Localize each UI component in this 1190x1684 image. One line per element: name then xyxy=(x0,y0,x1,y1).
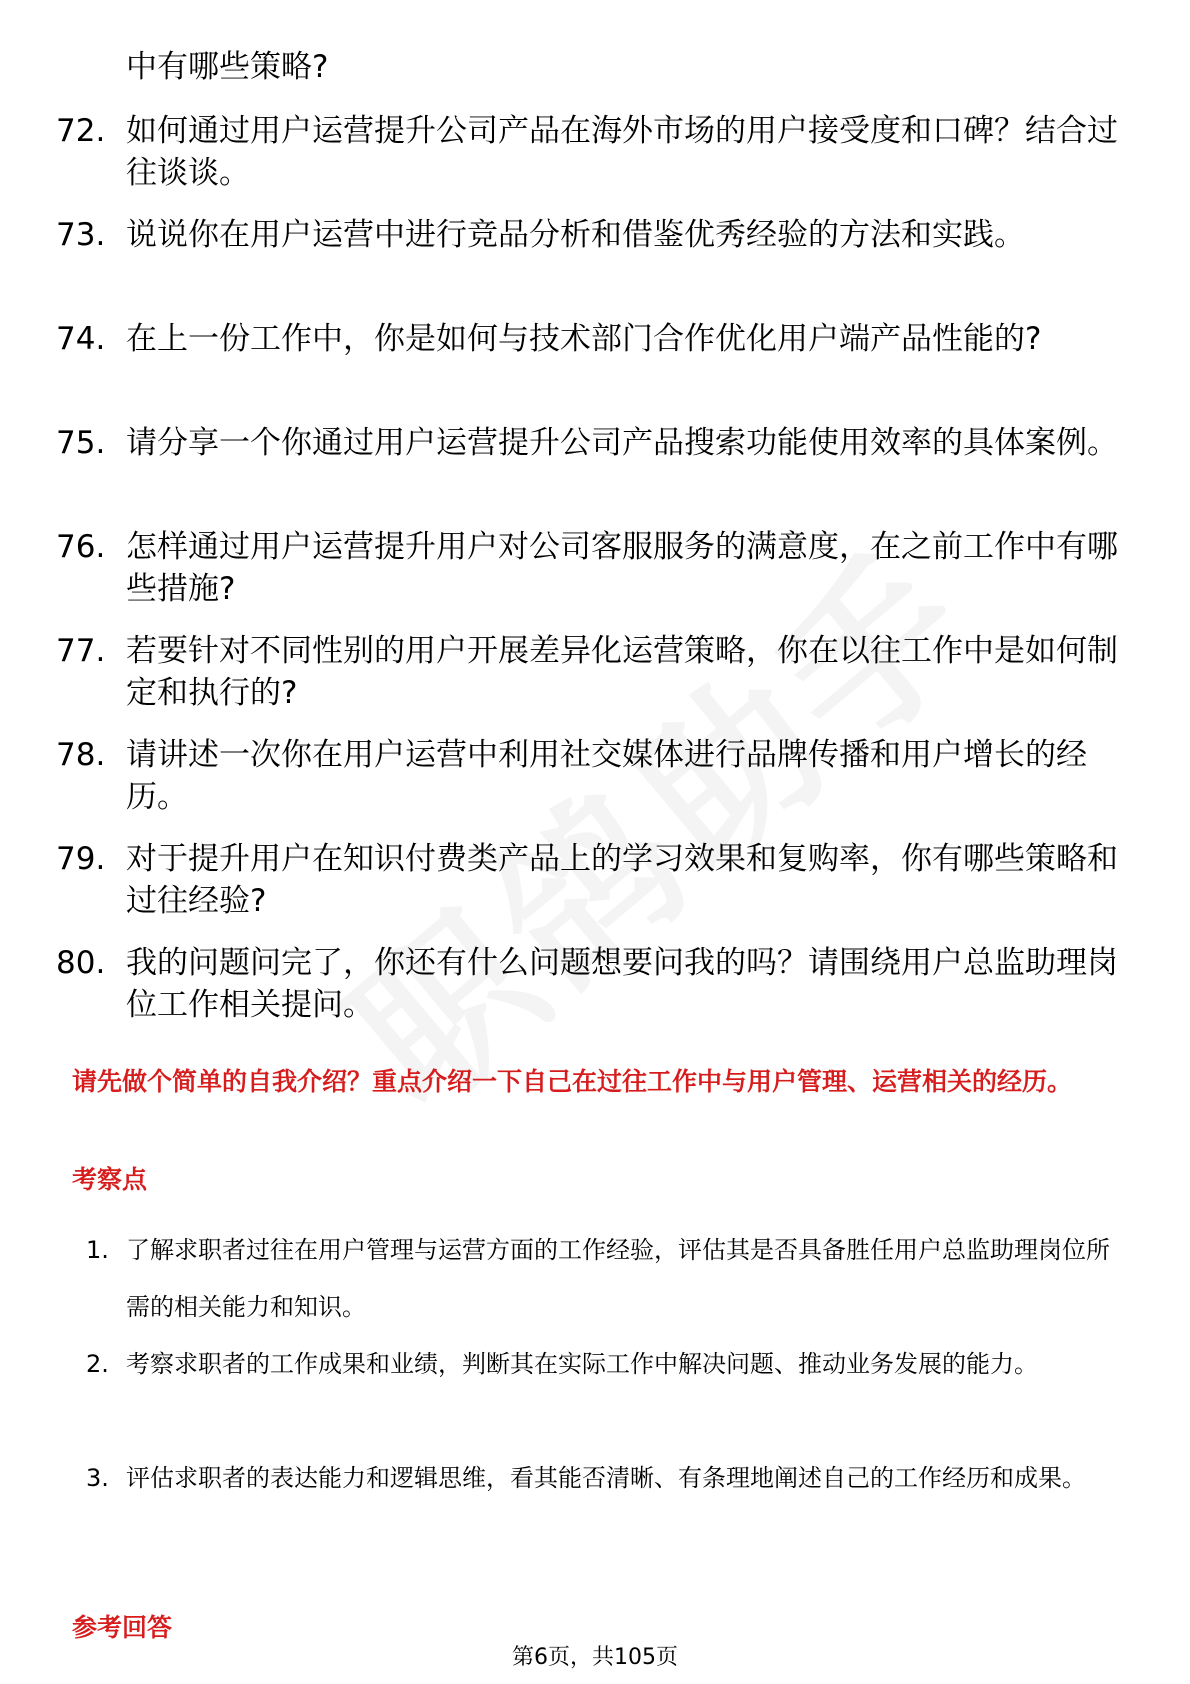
question-text: 请讲述一次你在用户运营中利用社交媒体进行品牌传播和用户增长的经历。 xyxy=(126,737,1087,815)
question-number: 74. xyxy=(56,321,106,357)
question-item xyxy=(56,422,1136,526)
section-heading-cankao: 参考回答 xyxy=(72,1613,173,1642)
question-item xyxy=(56,110,1136,214)
assessment-point xyxy=(86,1222,1126,1336)
section-heading-kaocha: 考察点 xyxy=(72,1165,148,1194)
page-footer: 第6页，共105页 xyxy=(512,1645,678,1670)
question-item xyxy=(56,214,1136,318)
question-item xyxy=(56,630,1136,734)
question-number: 73. xyxy=(56,217,106,253)
question-item xyxy=(56,942,1136,1046)
question-number: 75. xyxy=(56,425,106,461)
question-item xyxy=(56,526,1136,630)
question-text: 请分享一个你通过用户运营提升公司产品搜索功能使用效率的具体案例。 xyxy=(126,425,1118,461)
point-text: 了解求职者过往在用户管理与运营方面的工作经验，评估其是否具备胜任用户总监助理岗位所需的相关能力和知识。 xyxy=(126,1236,1110,1321)
question-text: 如何通过用户运营提升公司产品在海外市场的用户接受度和口碑？结合过往谈谈。 xyxy=(126,113,1118,191)
question-list xyxy=(56,110,1136,1046)
assessment-point xyxy=(86,1336,1126,1450)
question-number: 77. xyxy=(56,633,106,669)
question-text: 说说你在用户运营中进行竞品分析和借鉴优秀经验的方法和实践。 xyxy=(126,217,1025,253)
question-number: 78. xyxy=(56,737,106,773)
question-number: 72. xyxy=(56,113,106,149)
point-text: 考察求职者的工作成果和业绩，判断其在实际工作中解决问题、推动业务发展的能力。 xyxy=(126,1350,1038,1378)
question-number: 76. xyxy=(56,529,106,565)
question-item xyxy=(56,838,1136,942)
question-text: 对于提升用户在知识付费类产品上的学习效果和复购率，你有哪些策略和过往经验? xyxy=(126,841,1118,919)
point-text: 评估求职者的表达能力和逻辑思维，看其能否清晰、有条理地阐述自己的工作经历和成果。 xyxy=(126,1464,1086,1492)
point-number: 3. xyxy=(86,1464,109,1492)
question-item xyxy=(56,318,1136,422)
question-item xyxy=(56,734,1136,838)
highlight-question: 请先做个简单的自我介绍？重点介绍一下自己在过往工作中与用户管理、运营相关的经历。 xyxy=(72,1067,1073,1096)
question-continuation: 中有哪些策略? xyxy=(126,49,329,85)
question-text: 我的问题问完了，你还有什么问题想要问我的吗？请围绕用户总监助理岗位工作相关提问。 xyxy=(126,945,1118,1023)
question-number: 80. xyxy=(56,945,106,981)
point-number: 2. xyxy=(86,1350,109,1378)
assessment-point xyxy=(86,1450,1126,1564)
question-text: 在上一份工作中，你是如何与技术部门合作优化用户端产品性能的? xyxy=(126,321,1042,357)
question-text: 若要针对不同性别的用户开展差异化运营策略，你在以往工作中是如何制定和执行的? xyxy=(126,633,1118,711)
point-number: 1. xyxy=(86,1236,109,1264)
question-text: 怎样通过用户运营提升用户对公司客服服务的满意度，在之前工作中有哪些措施? xyxy=(126,529,1118,607)
assessment-point-list xyxy=(86,1222,1126,1564)
question-number: 79. xyxy=(56,841,106,877)
